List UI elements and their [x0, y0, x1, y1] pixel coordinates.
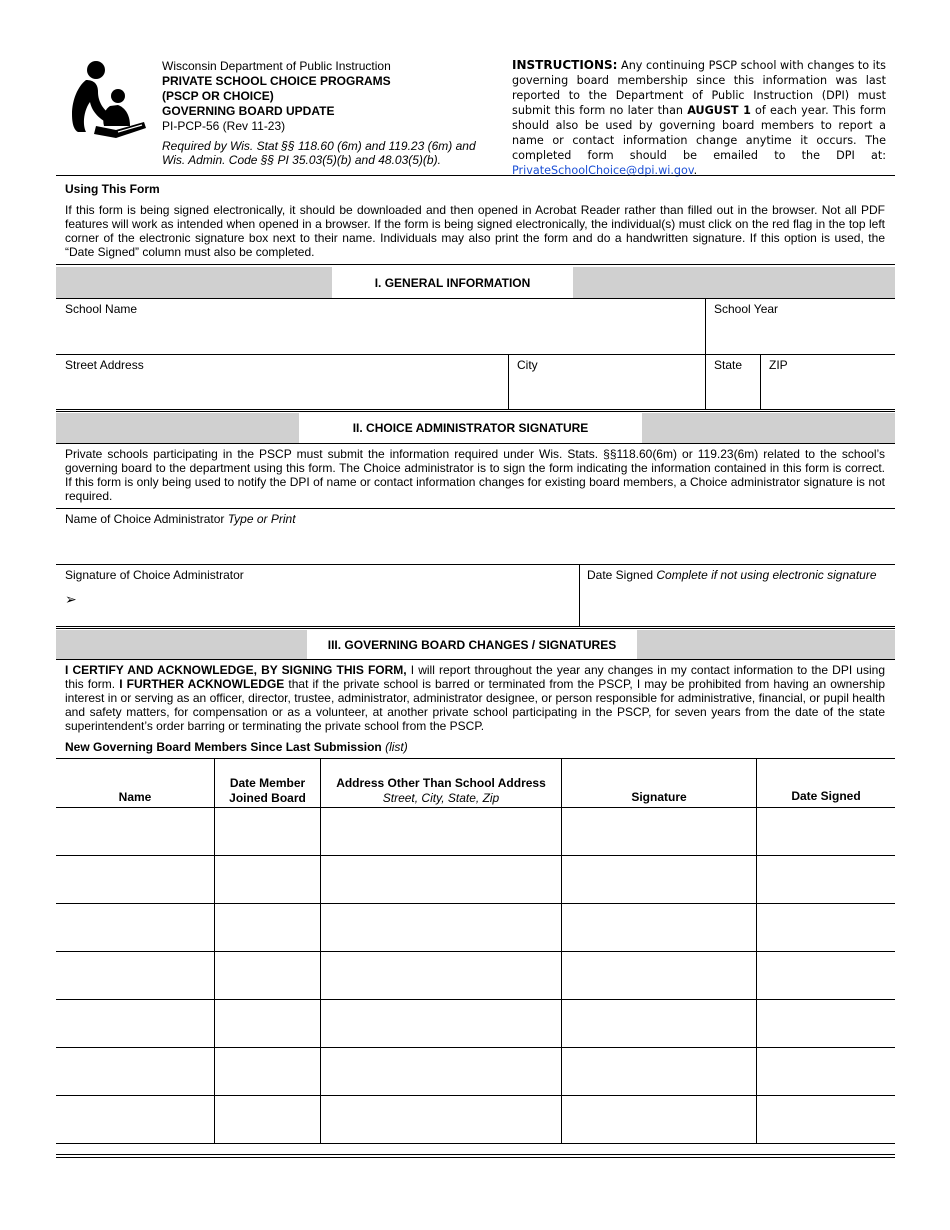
admin-date-label: [587, 568, 877, 582]
name-cell[interactable]: [57, 904, 213, 950]
signature-cell[interactable]: [562, 1000, 755, 1046]
section1-top-rule: [56, 264, 895, 265]
col-header-date-joined-1: Date Member: [229, 776, 306, 790]
program-line-1: PRIVATE SCHOOL CHOICE PROGRAMS: [162, 74, 391, 88]
section2-top-rule-a: [56, 409, 895, 410]
section2-text: Private schools participating in the PSCP must submit the information required under Wis. Stats. §§118.60(6m) or 119.23(6m) related to the school’s governing board to the department using this form. The Choice administrator is to sign the form indicating the information contained in this form is correct. If this form is only being used to notify the DPI of name or contact information changes for existing board members, a Choice administrator signature is not required.: [65, 447, 885, 503]
section3-top-rule-a: [56, 626, 895, 627]
col-header-address-1: Address Other Than School Address: [336, 776, 546, 790]
date-signed-cell[interactable]: [757, 904, 894, 950]
instructions-block: [512, 58, 886, 178]
date-signed-cell[interactable]: [757, 856, 894, 902]
signature-cell[interactable]: [562, 952, 755, 998]
certify-mid: , BY SIGNING THIS FORM,: [253, 663, 407, 677]
date-joined-cell[interactable]: [215, 808, 319, 854]
section2-title: II. CHOICE ADMINISTRATOR SIGNATURE: [299, 413, 642, 443]
admin-signature-label: Signature of Choice Administrator: [65, 568, 244, 582]
date-signed-cell[interactable]: [757, 1000, 894, 1046]
reading-adult-child-logo-icon: [66, 58, 150, 142]
form-number: PI-PCP-56 (Rev 11-23): [162, 119, 286, 133]
col-header-date-joined-2: Joined Board: [229, 791, 306, 805]
certify-lead: I CERTIFY AND ACKNOWLEDGE: [65, 663, 254, 677]
section3-band-bottom: [56, 659, 895, 660]
admin-name-label: [65, 512, 296, 526]
statute-line-1: Required by Wis. Stat §§ 118.60 (6m) and 119.23 (6m) and: [162, 139, 476, 153]
admin-name-label-text: Name of Choice Administrator: [65, 512, 228, 526]
admin-date-hint: Complete if not using electronic signature: [656, 568, 877, 582]
street-address-label: Street Address: [65, 358, 144, 372]
using-form-title: Using This Form: [65, 182, 160, 196]
section2-top-rule-b: [56, 411, 895, 412]
date-joined-cell[interactable]: [215, 952, 319, 998]
school-name-label: School Name: [65, 302, 138, 316]
instructions-lead: INSTRUCTIONS:: [512, 58, 618, 72]
page-bottom-rule-b: [56, 1157, 895, 1158]
signature-cell[interactable]: [562, 808, 755, 854]
col-header-address-2: Street, City, State, Zip: [382, 791, 500, 805]
section1-title: I. GENERAL INFORMATION: [332, 267, 573, 298]
date-signed-cell[interactable]: [757, 1096, 894, 1142]
signature-arrow-icon: ➢: [65, 592, 77, 608]
instructions-body-2: of each year. This form should also be used by governing board members to report a name or contact information change anytime it occurs. The completed form should be emailed to the DPI at:: [512, 104, 886, 162]
address-cell[interactable]: [321, 904, 560, 950]
col-header-date-signed: Date Signed: [791, 789, 861, 803]
date-joined-cell[interactable]: [215, 1096, 319, 1142]
dpi-logo: [66, 58, 150, 142]
email-link[interactable]: PrivateSchoolChoice@dpi.wi.gov: [512, 164, 694, 177]
admin-signature-field[interactable]: [85, 584, 577, 624]
section2-band-bottom: [56, 443, 895, 444]
signature-cell[interactable]: [562, 904, 755, 950]
address-cell[interactable]: [321, 856, 560, 902]
section3-top-rule-b: [56, 628, 895, 629]
using-form-text: If this form is being signed electronically, it should be downloaded and then opened in Acrobat Reader rather than filled out in the browser. Not all PDF features will work as intended when opened in a browser. If the form is being signed electronically, the individual(s) must click on the red flag in the top left corner of the electronic signature box next to their name. Individuals may also print the form and do a handwritten signature. If this option is used, the “Date Signed” column must also be completed.: [65, 203, 885, 259]
date-signed-cell[interactable]: [757, 1048, 894, 1094]
address-cell[interactable]: [321, 1096, 560, 1142]
signature-cell[interactable]: [562, 1048, 755, 1094]
certify-text: I will report throughout the year any changes in my contact information to the DPI using this form.: [65, 663, 885, 691]
admin-name-rule: [56, 564, 895, 565]
form-title: GOVERNING BOARD UPDATE: [162, 104, 335, 118]
instructions-body-1: Any continuing PSCP school with changes to its governing board membership since this information was last reported to the Department of Public Instruction (DPI) must submit this form no later than: [512, 59, 886, 117]
date-signed-cell[interactable]: [757, 808, 894, 854]
date-joined-cell[interactable]: [215, 1000, 319, 1046]
admin-name-field[interactable]: [57, 528, 894, 564]
date-joined-cell[interactable]: [215, 1048, 319, 1094]
instructions-deadline: AUGUST 1: [687, 104, 751, 117]
program-line-2: (PSCP OR CHOICE): [162, 89, 274, 103]
row-rule-1: [56, 354, 895, 355]
col-header-address: [321, 776, 561, 806]
address-cell[interactable]: [321, 808, 560, 854]
admin-name-hint: Type or Print: [227, 512, 296, 526]
date-joined-cell[interactable]: [215, 856, 319, 902]
section2-text-rule: [56, 508, 895, 509]
new-members-label: [65, 740, 408, 754]
further-lead: I FURTHER ACKNOWLEDGE: [119, 677, 285, 691]
state-label: State: [714, 358, 743, 372]
col-header-signature: Signature: [631, 790, 687, 804]
city-field[interactable]: [509, 374, 704, 409]
new-members-label-text: New Governing Board Members Since Last Submission: [65, 740, 386, 754]
name-cell[interactable]: [57, 1048, 213, 1094]
statute-line-2: Wis. Admin. Code §§ PI 35.03(5)(b) and 48.03(5)(b).: [162, 153, 441, 167]
signature-cell[interactable]: [562, 1096, 755, 1142]
city-label: City: [517, 358, 538, 372]
name-cell[interactable]: [57, 1000, 213, 1046]
name-cell[interactable]: [57, 808, 213, 854]
col-header-name: Name: [118, 790, 152, 804]
state-field[interactable]: [706, 374, 760, 409]
school-year-field[interactable]: [706, 318, 894, 354]
address-cell[interactable]: [321, 952, 560, 998]
name-cell[interactable]: [57, 952, 213, 998]
admin-date-field[interactable]: [580, 584, 894, 624]
date-signed-cell[interactable]: [757, 952, 894, 998]
section3-title: III. GOVERNING BOARD CHANGES / SIGNATURES: [307, 630, 637, 659]
address-cell[interactable]: [321, 1000, 560, 1046]
admin-date-label-text: Date Signed: [587, 568, 657, 582]
instructions-end: .: [693, 164, 698, 177]
name-cell[interactable]: [57, 1096, 213, 1142]
section1-band-bottom: [56, 298, 895, 299]
school-year-label: School Year: [714, 302, 779, 316]
street-address-field[interactable]: [57, 374, 507, 409]
zip-field[interactable]: [761, 374, 894, 409]
page-bottom-rule-a: [56, 1154, 895, 1155]
header-divider: [56, 175, 895, 176]
date-joined-cell[interactable]: [215, 904, 319, 950]
new-members-hint: (list): [385, 740, 408, 754]
address-cell[interactable]: [321, 1048, 560, 1094]
table-top-rule: [56, 758, 895, 759]
row-rule: [56, 1143, 895, 1144]
name-cell[interactable]: [57, 856, 213, 902]
further-text: that if the private school is barred or terminated from the PSCP, I may be prohibited from having an ownership interest in or serving as an officer, director, trustee, administrator, administrator designee, or person responsible for administrative, financial, or pupil health and safety matters, for compensation or as a volunteer, at another private school participating in the PSCP, for seven years from the date of the state superintendent’s order barring or terminating the private school from the PSCP.: [65, 677, 885, 733]
certification-text: [65, 663, 885, 733]
col-header-date-joined: [215, 776, 320, 806]
zip-label: ZIP: [769, 358, 788, 372]
signature-cell[interactable]: [562, 856, 755, 902]
agency-name: Wisconsin Department of Public Instruction: [162, 59, 391, 73]
school-name-field[interactable]: [57, 318, 704, 354]
